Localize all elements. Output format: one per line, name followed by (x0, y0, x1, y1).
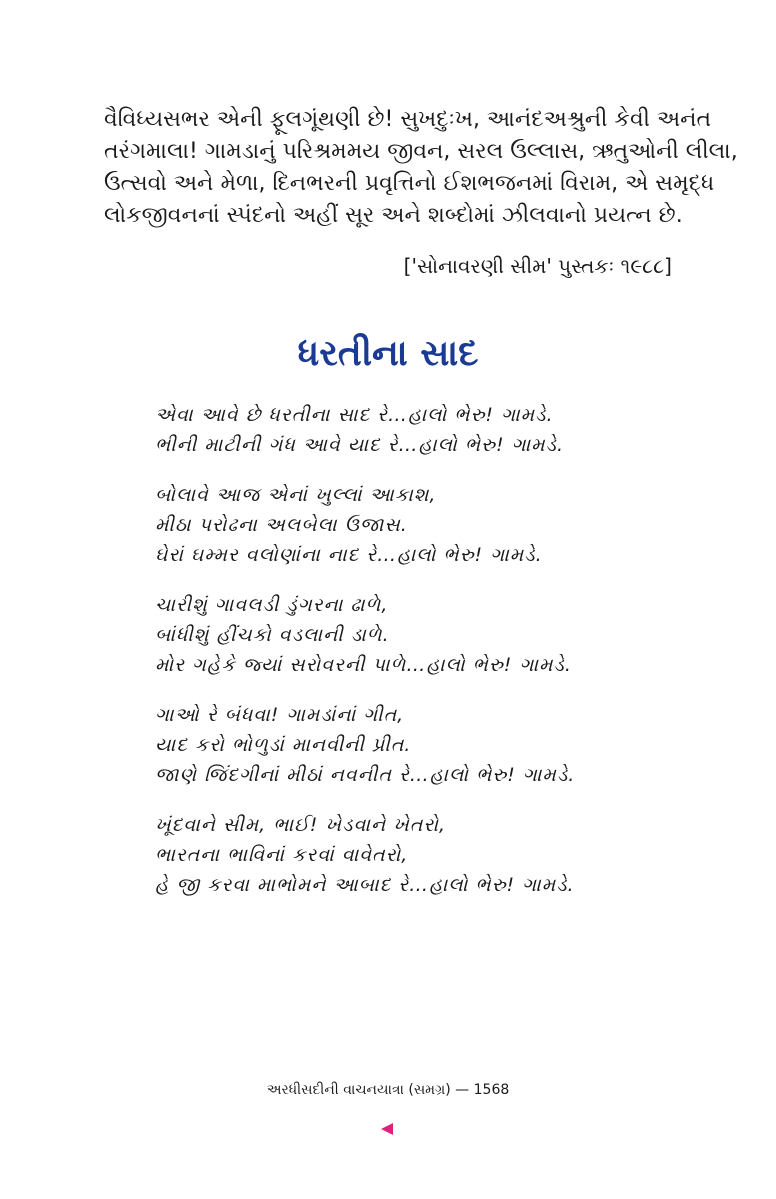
poem-line: ગાઓ રે બંધવા! ગામડાંનાં ગીત, (155, 704, 405, 726)
intro-line: ઉત્સવો અને મેળા, દિનભરની પ્રવૃત્તિનો ઈશભજનમાં વિરામ, એ સમૃદ્ધ (104, 171, 715, 196)
source-citation: ['સોનાવરણી સીમ' પુસ્તકઃ ૧૯૮૮] (403, 254, 672, 278)
poem-line: યાદ કરો ભોળુડાં માનવીની પ્રીત. (155, 734, 412, 756)
poem-line: બાંધીશું હીંચકો વડલાની ડાળે. (155, 624, 390, 646)
page-footer: અરધીસદીની વાચનયાત્રા (સમગ્ર) — 1568 (266, 1082, 510, 1098)
poem-line: બોલાવે આજ એનાં ખુલ્લાં આકાશ, (155, 484, 437, 506)
poem-line: ભીની માટીની ગંધ આવે યાદ રે…હાલો ભેરુ! ગામડે. (155, 434, 565, 456)
poem-body (155, 400, 615, 920)
triangle-left-icon[interactable] (381, 1123, 393, 1135)
intro-line: વૈવિધ્યસભર એની ફૂલગૂંથણી છે! સુખદુઃખ, આનંદઅશ્રુની કેવી અનંત (104, 107, 712, 132)
intro-paragraph (104, 104, 738, 232)
poem-stanza (155, 400, 615, 460)
poem-line: ખૂંદવાને સીમ, ભાઈ! ખેડવાને ખેતરો, (155, 814, 446, 836)
poem-line: જાણે જિંદગીનાં મીઠાં નવનીત રે…હાલો ભેરુ! ગામડે. (155, 764, 576, 786)
poem-stanza (155, 700, 615, 790)
poem-stanza (155, 810, 615, 900)
intro-line: લોકજીવનનાં સ્પંદનો અહીં સૂર અને શબ્દોમાં ઝીલવાનો પ્રયત્ન છે. (104, 203, 683, 228)
poem-line: મોર ગહેકે જ્યાં સરોવરની પાળે…હાલો ભેરુ! ગામડે. (155, 654, 572, 676)
intro-line: તરંગમાલા! ગામડાનું પરિશ્રમમય જીવન, સરલ ઉલ્લાસ, ઋતુઓની લીલા, (104, 139, 738, 164)
poem-title: ધરતીના સાદ (297, 333, 479, 374)
poem-line: ઘેરાં ઘમ્મર વલોણાંના નાદ રે…હાલો ભેરુ! ગામડે. (155, 544, 543, 566)
poem-line: મીઠા પરોઢના અલબેલા ઉજાસ. (155, 514, 408, 536)
poem-line: હે જી કરવા માભોમને આબાદ રે…હાલો ભેરુ! ગામડે. (155, 874, 575, 896)
poem-line: ભારતના ભાવિનાં કરવાં વાવેતરો, (155, 844, 409, 866)
poem-line: ચારીશું ગાવલડી ડુંગરના ઢાળે, (155, 594, 389, 616)
poem-line: એવા આવે છે ધરતીના સાદ રે…હાલો ભેરુ! ગામડે. (155, 404, 554, 426)
poem-stanza (155, 480, 615, 570)
poem-stanza (155, 590, 615, 680)
